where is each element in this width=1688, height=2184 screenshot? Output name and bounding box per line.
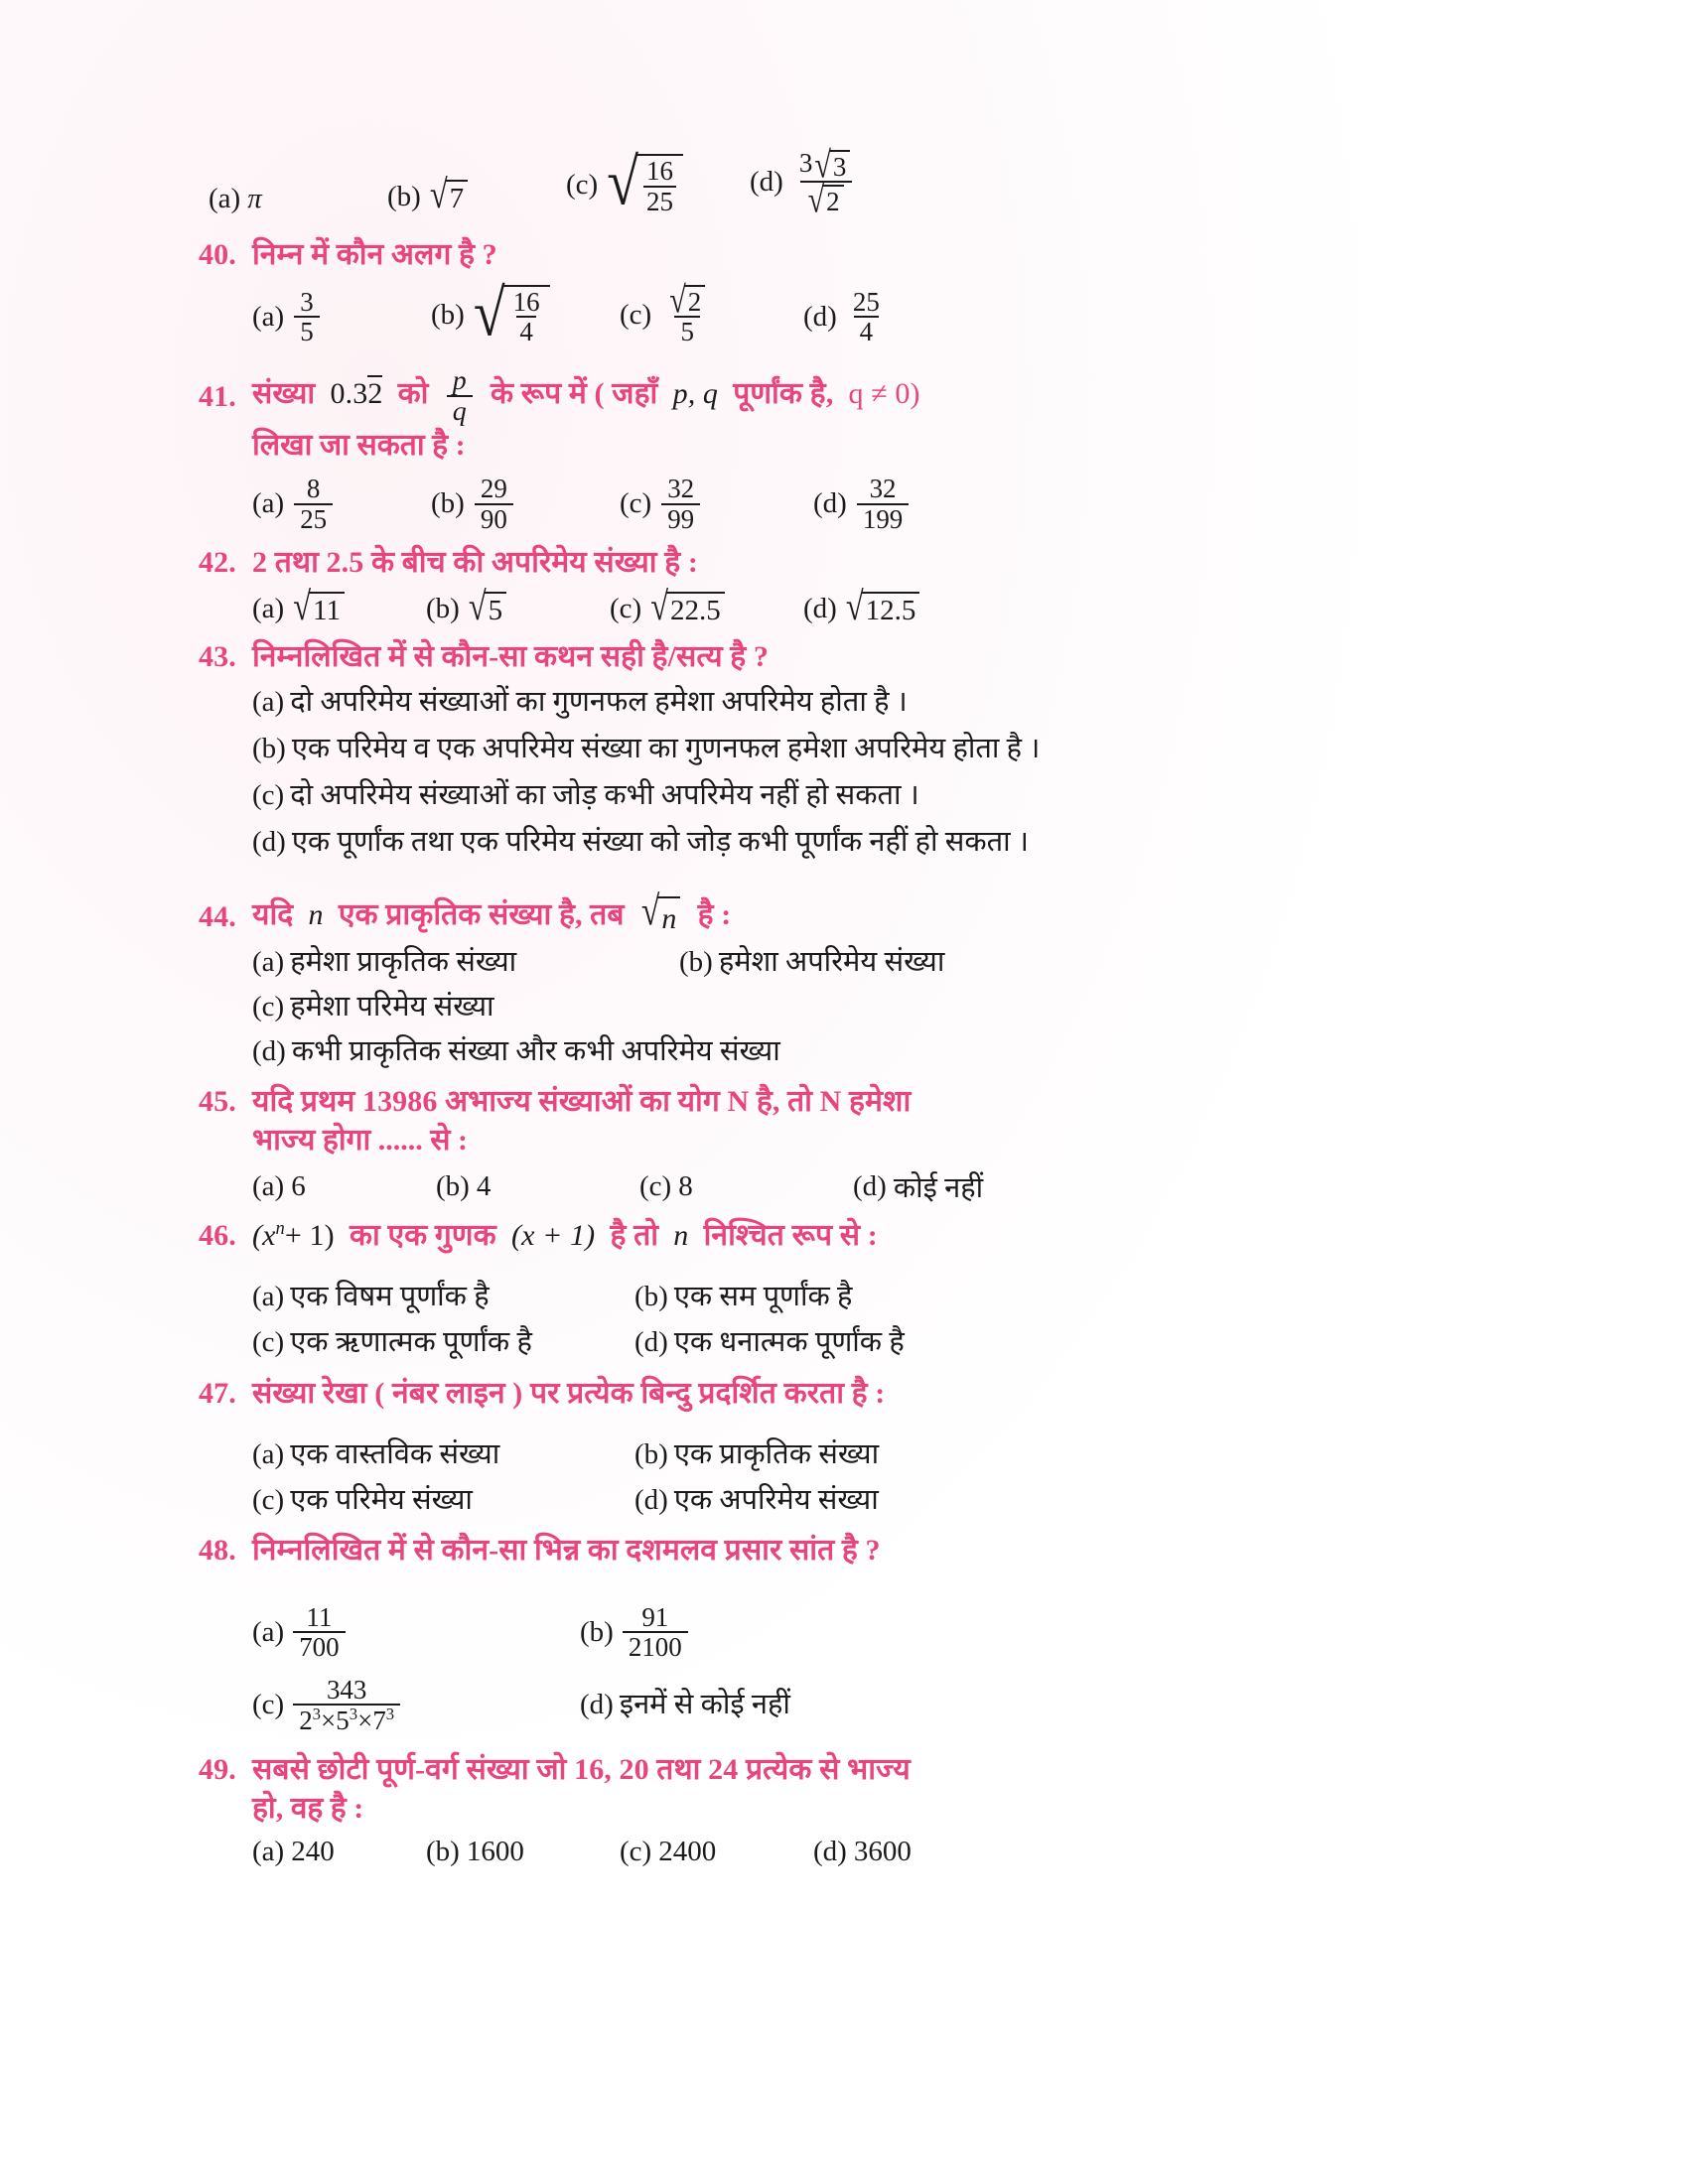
option-d-label: (d) xyxy=(803,593,837,625)
option-d[interactable] xyxy=(252,1031,1499,1072)
option-c[interactable] xyxy=(639,1170,853,1203)
option-b-label: (b) xyxy=(679,945,713,978)
option-c-fraction: $\frac{32}{99}$ xyxy=(661,475,700,533)
option-c-text: दो अपरिमेय संख्याओं का जोड़ कभी अपरिमेय नहीं हो सकता । xyxy=(290,779,919,812)
option-c[interactable] xyxy=(252,1322,634,1363)
option-a-label: (a) xyxy=(252,1281,285,1313)
question-43-options xyxy=(252,682,1499,864)
option-d-fraction: $\frac{25}{4}$ xyxy=(852,287,880,347)
question-number: 48. xyxy=(199,1533,236,1567)
option-c[interactable] xyxy=(620,1836,813,1868)
option-b-text: एक परिमेय व एक अपरिमेय संख्या का गुणनफल हमेशा अपरिमेय होता है । xyxy=(291,733,1041,765)
option-c-label: (c) xyxy=(252,779,285,812)
option-d-label: (d) xyxy=(634,1326,668,1359)
q41-seg1: संख्या xyxy=(252,376,316,410)
list-item[interactable] xyxy=(252,822,1499,863)
question-text: निम्नलिखित में से कौन-सा कथन सही है/सत्य है ? xyxy=(252,639,770,673)
option-c-text: एक परिमेय संख्या xyxy=(290,1483,473,1516)
sqrt-icon: √ $\frac{16}{4}$ xyxy=(474,285,550,346)
option-c-text: एक ऋणात्मक पूर्णांक है xyxy=(290,1326,532,1359)
option-b-text: 1600 xyxy=(466,1836,524,1868)
option-d[interactable] xyxy=(634,1480,879,1521)
option-c-label: (c) xyxy=(252,1483,285,1516)
q46-seg2: है तो xyxy=(610,1219,659,1253)
option-a-fraction: $\frac{8}{25}$ xyxy=(294,475,333,533)
option-b-label: (b) xyxy=(634,1437,668,1470)
question-47-options xyxy=(252,1434,1499,1521)
option-d-text: एक पूर्णांक तथा एक परिमेय संख्या को जोड़ कभी पूर्णांक नहीं हो सकता । xyxy=(291,826,1029,859)
option-c-label: (c) xyxy=(620,487,652,520)
option-c[interactable] xyxy=(252,1480,634,1521)
question-text: संख्या रेखा ( नंबर लाइन ) पर प्रत्येक बिन्दु प्रदर्शित करता है : xyxy=(252,1376,886,1410)
option-d-label: (d) xyxy=(853,1170,887,1203)
option-c[interactable] xyxy=(252,987,1499,1027)
option-b-label: (b) xyxy=(436,1170,470,1203)
question-48-options xyxy=(252,1603,1499,1734)
q46-variable: n xyxy=(673,1219,689,1253)
sqrt-icon: √ 7 xyxy=(430,180,468,215)
option-b-text: एक सम पूर्णांक है xyxy=(673,1281,853,1313)
q46-expr1: $(x^n+ 1)$ xyxy=(252,1218,335,1253)
question-number: 43. xyxy=(199,639,236,673)
option-c-text: हमेशा परिमेय संख्या xyxy=(290,990,494,1023)
option-c[interactable] xyxy=(566,145,750,219)
option-c-label: (c) xyxy=(252,1326,285,1359)
option-b[interactable] xyxy=(580,1603,691,1662)
option-a-label: (a) xyxy=(252,300,285,333)
option-b[interactable] xyxy=(679,942,944,983)
q41-value: 0.32 xyxy=(330,376,383,410)
option-d[interactable] xyxy=(580,1685,790,1725)
question-text: 2 तथा 2.5 के बीच की अपरिमेय संख्या है : xyxy=(252,545,698,579)
question-text: यदि प्रथम 13986 अभाज्य संख्याओं का योग N है, तो N हमेशा xyxy=(252,1085,912,1119)
option-c-denominator: $2^3\times 5^3\times 7^3$ xyxy=(293,1704,400,1734)
question-number: 49. xyxy=(199,1753,236,1787)
option-b[interactable] xyxy=(634,1277,852,1317)
option-a-text: एक वास्तविक संख्या xyxy=(290,1437,500,1470)
q41-condition: q ≠ 0) xyxy=(848,376,920,410)
option-a[interactable] xyxy=(252,475,431,533)
question-number: 45. xyxy=(199,1085,236,1119)
option-d-denominator: √ 2 xyxy=(800,181,852,214)
q41-pq: p, q xyxy=(672,376,719,410)
option-d[interactable] xyxy=(750,143,861,220)
option-d[interactable] xyxy=(634,1322,905,1363)
option-b-text: एक प्राकृतिक संख्या xyxy=(673,1437,880,1470)
list-item[interactable] xyxy=(252,682,1499,723)
sqrt-icon: √ n xyxy=(641,896,681,938)
q44-seg1: यदि xyxy=(252,897,294,931)
option-b-text: 4 xyxy=(476,1170,492,1203)
option-d[interactable] xyxy=(813,1836,912,1868)
option-a-fraction: $\frac{3}{5}$ xyxy=(294,288,319,346)
option-d-label: (d) xyxy=(813,487,847,520)
option-a-label: (a) xyxy=(252,1437,285,1470)
question-48 xyxy=(199,1531,1499,1570)
option-c-text: 2400 xyxy=(658,1836,717,1868)
question-number: 47. xyxy=(199,1376,236,1410)
q44-seg2: एक प्राकृतिक संख्या है, तब xyxy=(338,897,625,931)
option-d-numerator: 3 √ 3 xyxy=(793,149,859,181)
option-d-label: (d) xyxy=(750,165,783,198)
question-40 xyxy=(199,235,1499,274)
question-42-options xyxy=(252,584,1499,629)
option-d-label: (d) xyxy=(252,1035,286,1068)
option-c-fraction: √ 2 5 xyxy=(661,284,713,346)
option-a-value: π xyxy=(247,182,262,214)
option-b[interactable] xyxy=(431,275,620,350)
option-d-text: एक अपरिमेय संख्या xyxy=(673,1483,879,1516)
pq-fraction: $\frac{p}{q}$ xyxy=(447,366,473,427)
question-number: 41. xyxy=(199,379,236,413)
option-b-label: (b) xyxy=(387,181,421,213)
sqrt-icon: √ 22.5 xyxy=(650,592,725,627)
question-46-options xyxy=(252,1277,1499,1363)
option-d[interactable] xyxy=(803,584,921,629)
option-a-text: दो अपरिमेय संख्याओं का गुणनफल हमेशा अपरिमेय होता है । xyxy=(290,685,908,718)
question-49-line2: हो, वह है : xyxy=(252,1792,364,1826)
question-text xyxy=(252,366,1499,427)
option-c-label: (c) xyxy=(620,1836,652,1868)
option-a[interactable] xyxy=(252,942,679,983)
option-d-label: (d) xyxy=(580,1688,614,1720)
question-42 xyxy=(199,543,1499,582)
option-b-label: (b) xyxy=(431,487,465,520)
option-d[interactable] xyxy=(813,475,912,533)
option-b-fraction: $\frac{91}{2100}$ xyxy=(623,1603,688,1662)
q46-seg1: का एक गुणक xyxy=(349,1219,496,1253)
option-c-fraction: $\frac{16}{25}$ xyxy=(643,157,676,215)
option-d-text: इनमें से कोई नहीं xyxy=(619,1688,790,1720)
option-row xyxy=(252,1480,1499,1521)
option-a-text: एक विषम पूर्णांक है xyxy=(290,1281,490,1313)
option-b[interactable] xyxy=(634,1434,879,1475)
q46-seg3: निश्चित रूप से : xyxy=(703,1219,878,1253)
option-a[interactable] xyxy=(252,1603,580,1662)
question-text xyxy=(252,1216,1499,1255)
question-44 xyxy=(199,887,1499,938)
question-text xyxy=(252,887,1499,938)
top-options-row xyxy=(209,143,1499,220)
option-a-label: (a) xyxy=(252,593,285,625)
option-c-label: (c) xyxy=(620,298,652,331)
option-c[interactable] xyxy=(620,278,803,347)
option-row xyxy=(252,942,1499,983)
option-a[interactable] xyxy=(252,1836,426,1868)
option-d-fraction: $\frac{32}{199}$ xyxy=(857,475,909,533)
question-41-options xyxy=(252,475,1499,533)
q41-seg3: के रूप में ( जहाँ xyxy=(491,376,658,410)
question-43 xyxy=(199,637,1499,676)
option-c-text: 8 xyxy=(678,1170,693,1203)
option-c-fraction: $\frac{343}{2^3\times 5^3\times 7^3}$ xyxy=(293,1676,400,1735)
question-text: निम्नलिखित में से कौन-सा भिन्न का दशमलव प्रसार सांत है ? xyxy=(252,1533,881,1567)
option-a-label: (a) xyxy=(252,945,285,978)
q41-seg2: को xyxy=(397,376,429,410)
option-a-label: (a) xyxy=(209,182,241,214)
question-41 xyxy=(199,366,1499,427)
question-number: 40. xyxy=(199,237,236,271)
question-text: निम्न में कौन अलग है ? xyxy=(252,237,497,271)
option-a-text: 6 xyxy=(291,1170,306,1203)
question-40-options xyxy=(252,275,1499,350)
option-row xyxy=(252,1277,1499,1317)
option-b-radicand: 7 xyxy=(446,180,469,215)
option-c-label: (c) xyxy=(639,1170,672,1203)
list-item[interactable] xyxy=(252,729,1499,769)
option-b-label: (b) xyxy=(580,1615,614,1648)
option-b-label: (b) xyxy=(431,299,465,332)
option-b[interactable] xyxy=(426,584,610,629)
question-45-line2: भाज्य होगा ...... से : xyxy=(252,1124,469,1158)
option-a[interactable] xyxy=(252,1434,634,1475)
option-d-label: (d) xyxy=(813,1836,847,1868)
option-c[interactable] xyxy=(252,1676,580,1735)
option-a[interactable] xyxy=(252,1277,634,1317)
option-c-label: (c) xyxy=(252,990,285,1023)
option-a-label: (a) xyxy=(252,487,285,520)
option-d-fraction xyxy=(793,143,859,220)
option-d-text: 3600 xyxy=(853,1836,912,1868)
sqrt-icon: √ $\frac{16}{25}$ xyxy=(607,154,683,215)
option-b[interactable] xyxy=(431,475,620,533)
question-45-options xyxy=(252,1167,1499,1206)
option-b-fraction: $\frac{29}{90}$ xyxy=(475,475,513,533)
list-item[interactable] xyxy=(252,775,1499,816)
option-a-text: हमेशा प्राकृतिक संख्या xyxy=(290,945,517,978)
sqrt-icon: √ 11 xyxy=(293,592,345,627)
q41-seg4: पूर्णांक है, xyxy=(733,376,834,410)
option-c-label: (c) xyxy=(252,1688,285,1720)
option-a-label: (a) xyxy=(252,685,285,718)
option-b-label: (b) xyxy=(634,1281,668,1313)
option-d[interactable] xyxy=(853,1167,983,1206)
option-row xyxy=(252,1434,1499,1475)
option-c[interactable] xyxy=(620,475,813,533)
option-b-label: (b) xyxy=(426,1836,460,1868)
sqrt-icon: √ 5 xyxy=(469,592,506,627)
question-number: 44. xyxy=(199,899,236,933)
option-d-label: (d) xyxy=(803,300,837,333)
question-49 xyxy=(199,1750,1499,1789)
option-d-label: (d) xyxy=(252,826,286,859)
option-a[interactable] xyxy=(252,1170,436,1203)
question-text: सबसे छोटी पूर्ण-वर्ग संख्या जो 16, 20 तथा 24 प्रत्येक से भाज्य xyxy=(252,1753,911,1787)
question-44-options xyxy=(252,942,1499,1073)
option-d[interactable] xyxy=(803,288,889,346)
q44-variable: n xyxy=(308,897,324,931)
option-a-text: 240 xyxy=(291,1836,335,1868)
option-b-text: हमेशा अपरिमेय संख्या xyxy=(718,945,945,978)
option-row xyxy=(252,1322,1499,1363)
option-row xyxy=(252,1676,1499,1735)
option-d-text: कोई नहीं xyxy=(893,1172,984,1205)
option-a[interactable] xyxy=(252,584,426,629)
question-45 xyxy=(199,1082,1499,1121)
q44-seg3: है : xyxy=(697,897,732,931)
q46-expr2: (x + 1) xyxy=(511,1219,596,1253)
option-a-label: (a) xyxy=(252,1836,285,1868)
option-b-label: (b) xyxy=(252,733,286,765)
option-row xyxy=(252,1603,1499,1662)
option-a-label: (a) xyxy=(252,1170,285,1203)
question-47 xyxy=(199,1374,1499,1413)
option-b[interactable] xyxy=(436,1170,639,1203)
question-number: 42. xyxy=(199,545,236,579)
option-c-label: (c) xyxy=(566,168,599,201)
option-b-label: (b) xyxy=(426,593,460,625)
option-c-label: (c) xyxy=(610,593,642,625)
question-46 xyxy=(199,1216,1499,1255)
question-49-options xyxy=(252,1836,1499,1868)
question-41-line2: लिखा जा सकता है : xyxy=(252,429,466,463)
option-b-fraction: $\frac{16}{4}$ xyxy=(512,287,540,347)
option-a-fraction: $\frac{11}{700}$ xyxy=(293,1603,345,1662)
option-d-label: (d) xyxy=(634,1483,668,1516)
worksheet-body xyxy=(199,143,1499,1868)
option-d-text: एक धनात्मक पूर्णांक है xyxy=(673,1326,905,1359)
question-number: 46. xyxy=(199,1219,236,1253)
option-c[interactable] xyxy=(610,584,803,629)
option-a[interactable] xyxy=(252,288,431,346)
option-b[interactable] xyxy=(387,172,566,217)
option-a-label: (a) xyxy=(252,1615,285,1648)
sqrt-icon: √ 12.5 xyxy=(846,592,920,627)
option-b[interactable] xyxy=(426,1836,620,1868)
option-a[interactable] xyxy=(209,183,387,215)
option-d-text: कभी प्राकृतिक संख्या और कभी अपरिमेय संख्या xyxy=(291,1035,780,1068)
